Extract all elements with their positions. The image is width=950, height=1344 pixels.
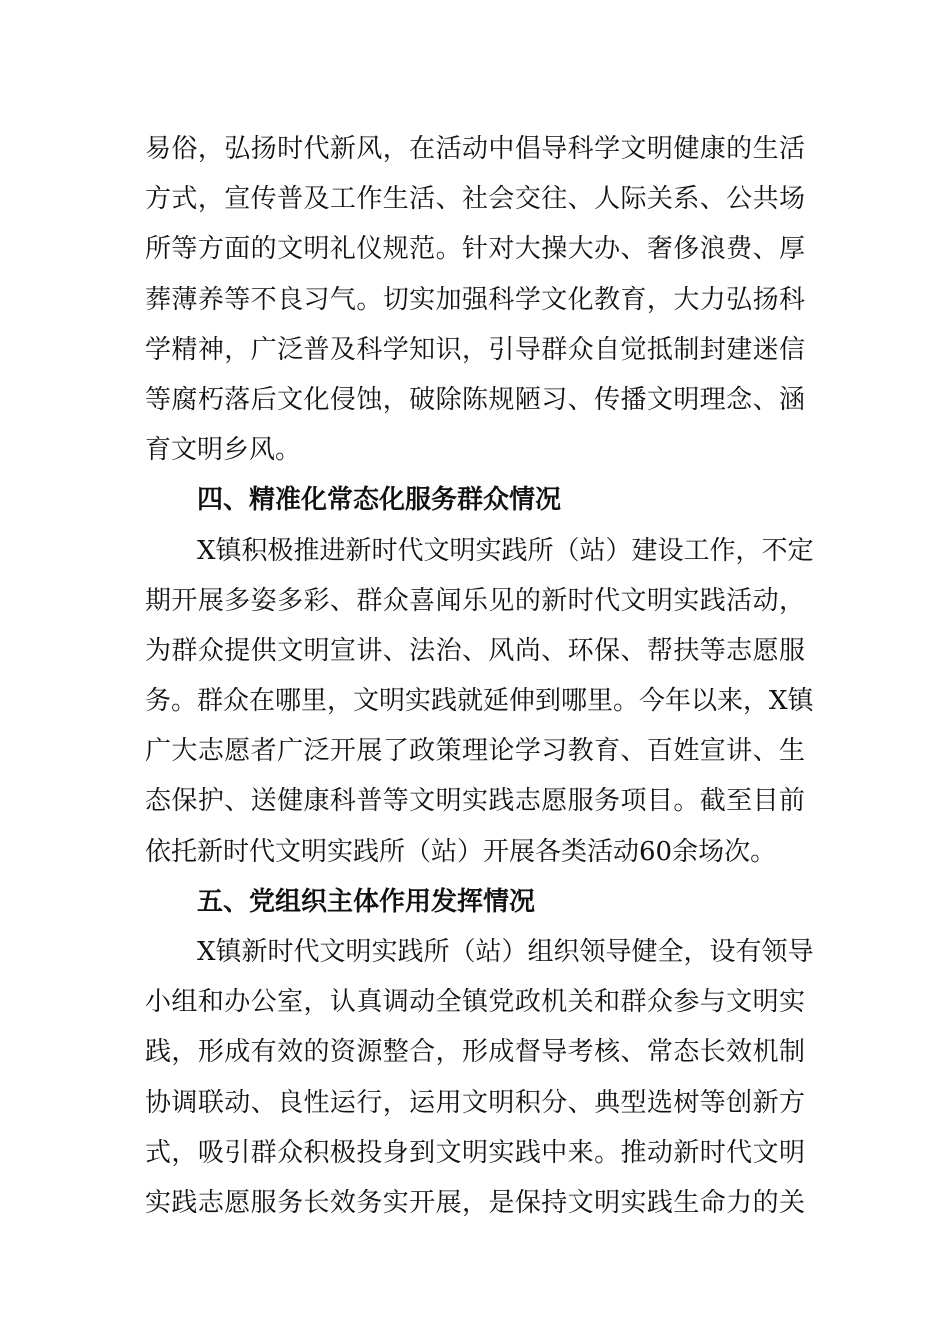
section-heading-5: 五、党组织主体作用发挥情况 [197,886,536,917]
paragraph-line: 方式，宣传普及工作生活、社会交往、人际关系、公共场 [145,184,805,215]
paragraph-line: 协调联动、良性运行，运用文明积分、典型选树等创新方 [145,1087,805,1118]
document-page [145,124,814,1228]
paragraph-line: X镇积极推进新时代文明实践所（站）建设工作，不定 [197,535,814,566]
paragraph-service [145,526,814,877]
paragraph-line: 态保护、送健康科普等文明实践志愿服务项目。截至目前 [145,786,805,817]
paragraph-line: 等腐朽落后文化侵蚀，破除陈规陋习、传播文明理念、涵 [145,384,805,415]
paragraph-party-role [145,927,814,1228]
paragraph-customs [145,124,805,475]
paragraph-line: 所等方面的文明礼仪规范。针对大操大办、奢侈浪费、厚 [145,234,805,265]
paragraph-line: 务。群众在哪里，文明实践就延伸到哪里。今年以来，X镇 [145,686,814,717]
paragraph-line: 践，形成有效的资源整合，形成督导考核、常态长效机制 [145,1037,805,1068]
paragraph-line: 为群众提供文明宣讲、法治、风尚、环保、帮扶等志愿服 [145,635,805,666]
paragraph-line: 期开展多姿多彩、群众喜闻乐见的新时代文明实践活动， [145,585,805,616]
paragraph-line: 葬薄养等不良习气。切实加强科学文化教育，大力弘扬科 [145,284,805,315]
paragraph-line: X镇新时代文明实践所（站）组织领导健全，设有领导 [197,937,814,967]
paragraph-line: 实践志愿服务长效务实开展，是保持文明实践生命力的关 [145,1187,805,1218]
paragraph-line: 依托新时代文明实践所（站）开展各类活动60余场次。 [145,836,777,867]
paragraph-line: 广大志愿者广泛开展了政策理论学习教育、百姓宣讲、生 [145,736,805,767]
paragraph-line: 学精神，广泛普及科学知识，引导群众自觉抵制封建迷信 [145,334,805,365]
paragraph-line: 式，吸引群众积极投身到文明实践中来。推动新时代文明 [145,1137,805,1168]
section-heading-4: 四、精准化常态化服务群众情况 [197,485,562,516]
paragraph-line: 小组和办公室，认真调动全镇党政机关和群众参与文明实 [145,987,805,1018]
paragraph-line: 育文明乡风。 [145,435,302,466]
paragraph-line: 易俗，弘扬时代新风，在活动中倡导科学文明健康的生活 [145,134,805,164]
